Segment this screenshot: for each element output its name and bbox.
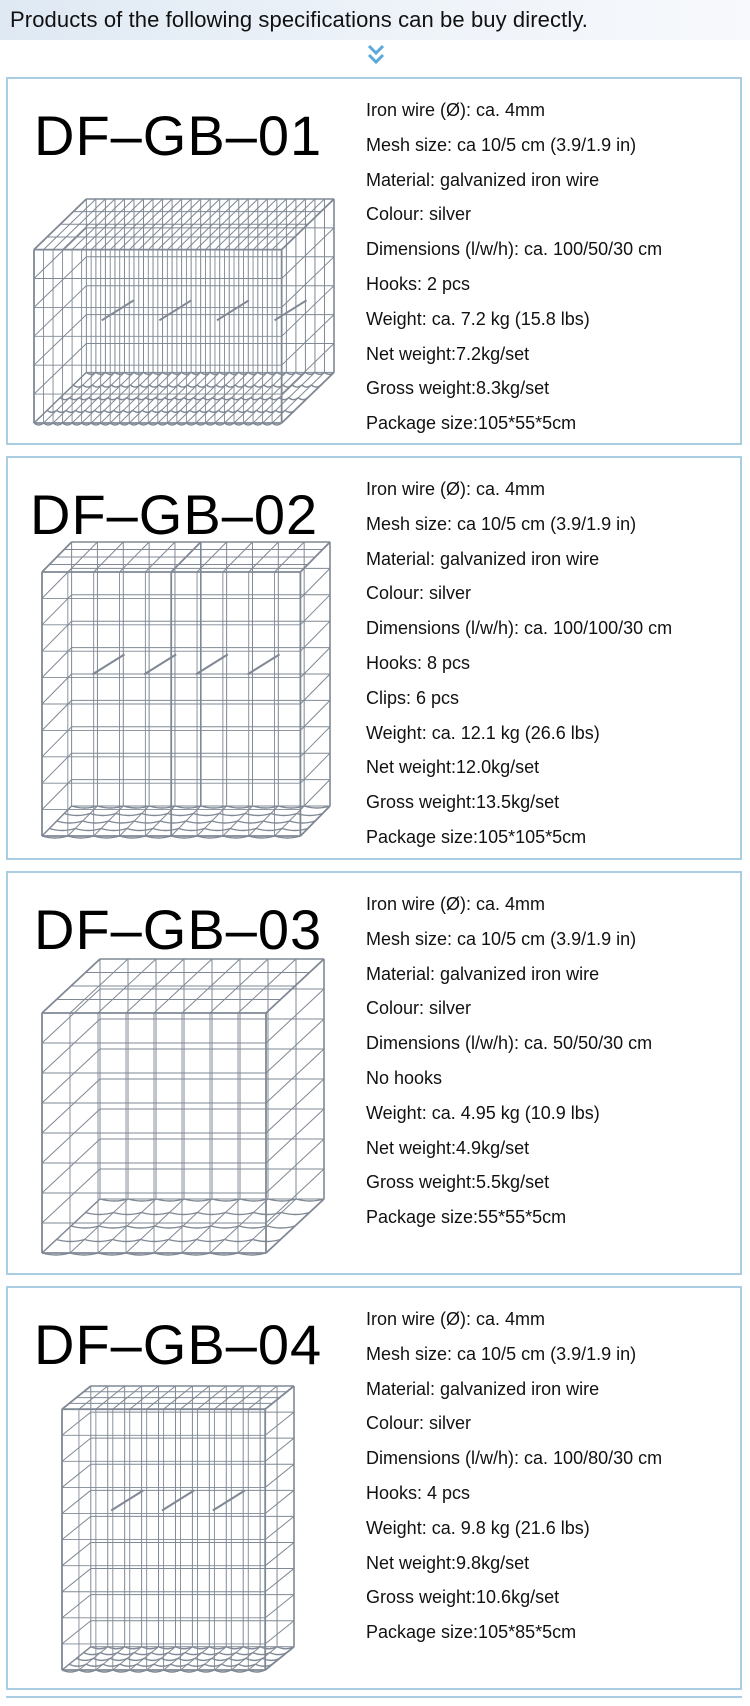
spec-item: Material: galvanized iron wire — [366, 963, 600, 984]
spec-item: Colour: silver — [366, 583, 472, 604]
spec-item: Iron wire (Ø): ca. 4mm — [366, 894, 546, 914]
spec-item: Colour: silver — [366, 204, 472, 225]
spec-item: Mesh size: ca 10/5 cm (3.9/1.9 in) — [366, 928, 637, 949]
spec-item: Mesh size: ca 10/5 cm (3.9/1.9 in) — [366, 1343, 637, 1364]
spec-item: Dimensions (l/w/h): ca. 100/80/30 cm — [366, 1448, 663, 1469]
double-chevron-down-icon — [366, 44, 386, 68]
model-number: DF–GB–01 — [34, 104, 323, 167]
spec-item: Mesh size: ca 10/5 cm (3.9/1.9 in) — [366, 134, 637, 155]
spec-item: Hooks: 4 pcs — [366, 1482, 471, 1503]
spec-list — [366, 887, 652, 1235]
spec-list — [366, 1302, 662, 1650]
spec-item: No hooks — [366, 1067, 443, 1088]
spec-item: Clips: 6 pcs — [366, 687, 460, 708]
header-banner — [0, 0, 750, 40]
banner-title: Products of the following specifications can be buy directly. — [10, 7, 588, 32]
spec-item: Gross weight:10.6kg/set — [366, 1587, 560, 1608]
spec-item: Iron wire (Ø): ca. 4mm — [366, 1309, 546, 1329]
spec-list — [366, 93, 662, 441]
product-card-df-gb-01 — [6, 77, 742, 445]
spec-item: Weight: ca. 4.95 kg (10.9 lbs) — [366, 1102, 600, 1123]
gabion-box-image — [30, 197, 338, 427]
spec-item: Weight: ca. 12.1 kg (26.6 lbs) — [366, 722, 600, 743]
model-number: DF–GB–03 — [34, 898, 323, 961]
product-card-df-gb-02 — [6, 456, 742, 860]
product-card-df-gb-03 — [6, 871, 742, 1275]
spec-item: Package size:55*55*5cm — [366, 1207, 567, 1228]
spec-item: Hooks: 8 pcs — [366, 652, 471, 673]
spec-item: Hooks: 2 pcs — [366, 273, 471, 294]
spec-item: Net weight:7.2kg/set — [366, 343, 530, 364]
spec-item: Net weight:12.0kg/set — [366, 757, 540, 778]
spec-item: Dimensions (l/w/h): ca. 100/50/30 cm — [366, 239, 663, 260]
spec-item: Iron wire (Ø): ca. 4mm — [366, 479, 546, 499]
next-card-edge — [6, 1696, 742, 1706]
spec-item: Iron wire (Ø): ca. 4mm — [366, 100, 546, 120]
spec-item: Material: galvanized iron wire — [366, 548, 600, 569]
spec-item: Package size:105*85*5cm — [366, 1622, 577, 1643]
gabion-box-image — [38, 957, 328, 1257]
spec-item: Weight: ca. 9.8 kg (21.6 lbs) — [366, 1517, 590, 1538]
spec-item: Mesh size: ca 10/5 cm (3.9/1.9 in) — [366, 513, 637, 534]
spec-item: Gross weight:8.3kg/set — [366, 378, 550, 399]
spec-item: Package size:105*55*5cm — [366, 413, 577, 434]
gabion-box-image — [58, 1384, 298, 1674]
model-number: DF–GB–02 — [30, 483, 319, 546]
spec-item: Net weight:4.9kg/set — [366, 1137, 530, 1158]
spec-item: Material: galvanized iron wire — [366, 169, 600, 190]
spec-item: Net weight:9.8kg/set — [366, 1552, 530, 1573]
spec-item: Material: galvanized iron wire — [366, 1378, 600, 1399]
spec-item: Weight: ca. 7.2 kg (15.8 lbs) — [366, 308, 590, 329]
spec-item: Colour: silver — [366, 1413, 472, 1434]
model-number: DF–GB–04 — [34, 1313, 323, 1376]
spec-item: Dimensions (l/w/h): ca. 50/50/30 cm — [366, 1033, 653, 1054]
spec-item: Gross weight:5.5kg/set — [366, 1172, 550, 1193]
spec-item: Package size:105*105*5cm — [366, 826, 587, 847]
gabion-box-image — [38, 540, 334, 840]
spec-item: Colour: silver — [366, 998, 472, 1019]
product-card-df-gb-04 — [6, 1286, 742, 1690]
spec-item: Dimensions (l/w/h): ca. 100/100/30 cm — [366, 618, 673, 639]
spec-item: Gross weight:13.5kg/set — [366, 792, 560, 813]
spec-list — [366, 472, 672, 855]
